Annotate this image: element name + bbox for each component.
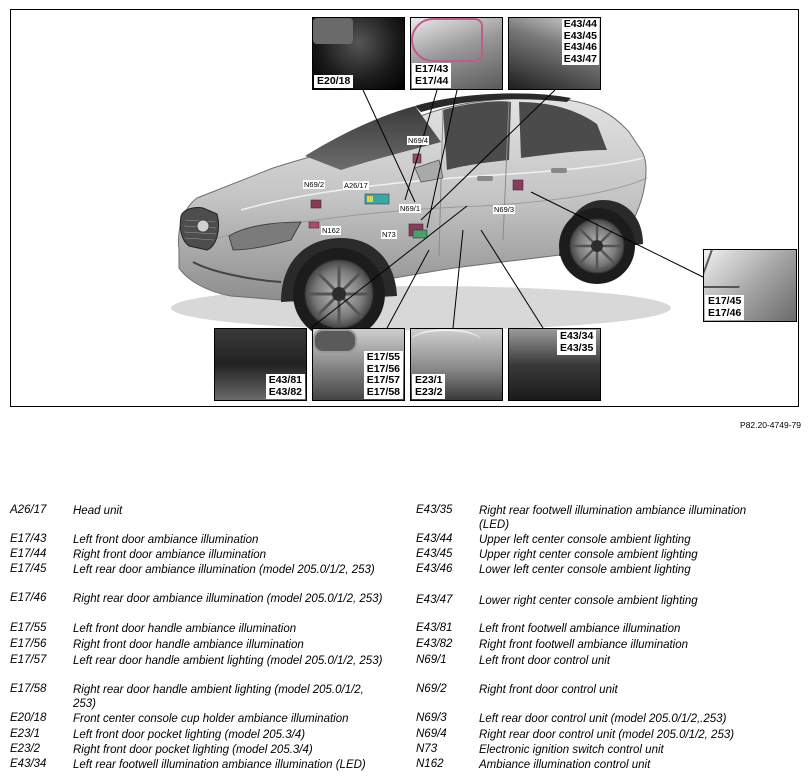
legend-description: Left front door control unit [479,655,611,667]
thumb-label: E43/47 [563,52,597,65]
legend-description: Right front footwell ambiance illumination [479,639,689,651]
thumb-footwell-rear [508,328,601,401]
legend-code: E43/47 [416,594,453,606]
legend-description: Right rear door ambiance illumination (model 205.0/1/2, 253) [73,593,383,605]
legend-code: E17/58 [10,683,47,695]
legend-code: N69/1 [416,654,447,666]
legend-description: Left rear door handle ambient lighting (model 205.0/1/2, 253) [73,655,383,667]
thumb-front-door-panel [410,17,503,90]
legend-description: Left front door ambiance illumination [73,534,259,546]
legend-description: Left front footwell ambiance illumination [479,623,681,635]
callout-n73: N73 [382,230,396,239]
legend-code: E43/45 [416,548,453,560]
legend-description: Left rear door ambiance illumination (model 205.0/1/2, 253) [73,564,375,576]
callout-a26-17: A26/17 [344,181,368,190]
legend-description: Left rear door control unit (model 205.0/1/2,.253) [479,713,727,725]
legend-code: E17/43 [10,533,47,545]
thumb-label-group [562,19,599,65]
legend-code: E17/45 [10,563,47,575]
legend-code: E43/81 [416,622,453,634]
thumb-label: E20/18 [314,75,353,89]
legend-description: Left rear footwell illumination ambiance illumination (LED) [73,759,366,771]
legend-code: E17/57 [10,654,47,666]
thumb-door-pocket [410,328,503,401]
front-side-window [443,101,511,170]
legend-description: Lower left center console ambient lighting [479,564,691,576]
n69-2-block [311,200,321,208]
n69-3-block [513,180,523,190]
thumb-label-group [705,295,744,320]
thumb-label: E17/43 [415,63,449,75]
thumb-label: E17/46 [708,306,742,319]
legend-description: Front center console cup holder ambiance illumination [73,713,349,725]
legend-description: Head unit [73,505,123,517]
thumb-label: E23/2 [415,385,443,398]
legend-code: N162 [416,758,444,770]
legend-description: Ambiance illumination control unit [479,759,651,771]
legend-code: E43/46 [416,563,453,575]
front-wheel [293,248,385,340]
legend-description: Upper left center console ambient lighting [479,534,691,546]
legend-description: Electronic ignition switch control unit [479,744,664,756]
thumb-label-group [557,330,596,355]
callout-n69-2: N69/2 [304,180,325,189]
legend-description: Right front door pocket lighting (model 205.3/4) [73,744,313,756]
legend-description: Left front door handle ambiance illumination [73,623,297,635]
thumb-label-group [266,374,305,399]
legend-description: Right rear door control unit (model 205.0/1/2, 253) [479,729,735,741]
rear-wheel [559,208,635,284]
legend-code: A26/17 [10,504,47,516]
legend-code: E43/34 [10,758,47,770]
thumb-cupholder [312,17,405,90]
thumb-label: E17/58 [366,385,400,398]
thumb-label-group [412,63,451,88]
legend-description: Left front door pocket lighting (model 205.3/4) [73,729,306,741]
thumb-label: E43/35 [560,341,594,354]
thumb-center-console [508,17,601,90]
thumb-label: E17/57 [366,374,400,386]
thumb-door-handle [312,328,405,401]
callout-n69-4: N69/4 [408,136,429,145]
thumb-label: E17/56 [366,362,400,375]
legend-description: Right rear door handle ambient lighting (model 205.0/1/2, 253) [73,684,364,710]
legend-code: N69/4 [416,728,447,740]
callout-n162: N162 [322,226,340,235]
legend-description: Right front door control unit [479,684,618,696]
thumb-label: E43/45 [563,29,597,42]
legend-code: E17/55 [10,622,47,634]
legend-code: E23/2 [10,743,41,755]
thumb-label: E17/44 [415,74,449,87]
figure-reference: P82.20-4749-79 [740,420,801,430]
legend-description: Right front door ambiance illumination [73,549,267,561]
legend-description: Lower right center console ambient lighting [479,595,698,607]
callout-n69-3: N69/3 [494,205,515,214]
thumb-label: E43/82 [268,385,302,398]
legend-code: E43/44 [416,533,453,545]
thumb-label: E23/1 [415,374,443,386]
legend-code: E43/82 [416,638,453,650]
legend-code: E17/46 [10,592,47,604]
legend-code: E17/44 [10,548,47,560]
legend-code: E23/1 [10,728,41,740]
callout-n69-1: N69/1 [400,204,421,213]
thumb-rear-door [703,249,797,322]
thumb-label: E43/44 [563,18,597,30]
thumb-label-group [412,374,445,399]
legend-description: Right front door handle ambiance illumination [73,639,304,651]
thumb-label: E43/46 [563,41,597,53]
thumb-footwell-front [214,328,307,401]
thumb-label: E17/55 [366,351,400,363]
legend-code: N69/3 [416,712,447,724]
thumb-label: E43/34 [560,330,594,342]
legend-code: E17/56 [10,638,47,650]
legend-code: E20/18 [10,712,47,724]
thumb-label-group [364,351,403,399]
legend-code: E43/35 [416,504,453,516]
legend-code: N69/2 [416,683,447,695]
n162-block [309,222,319,228]
legend-code: N73 [416,743,438,755]
diagram-frame [10,9,799,407]
thumb-label: E43/81 [268,374,302,386]
thumb-label: E17/45 [708,295,742,307]
legend-description: Upper right center console ambient lighting [479,549,698,561]
legend-description: Right rear footwell illumination ambiance illumination (LED) [479,505,747,531]
